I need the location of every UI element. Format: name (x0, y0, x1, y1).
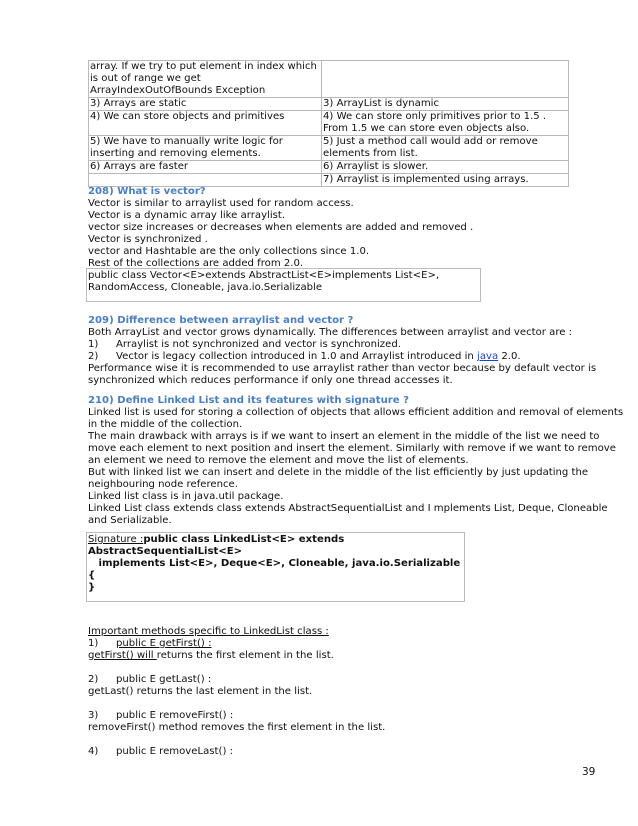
paragraph-line: Linked List class extends class extends AbstractSequentialList and I mplements List, Deque, Cloneable (88, 503, 608, 514)
signature-line (88, 534, 344, 546)
code-line: RandomAccess, Cloneable, java.io.Serializable (88, 282, 323, 293)
paragraph-line: The main drawback with arrays is if we want to insert an element in the middle of the list we need to (88, 431, 600, 442)
method-signature: public E getFirst() : (116, 638, 212, 649)
signature-line: AbstractSequentialList<E> (88, 546, 243, 557)
table-row (89, 174, 569, 187)
code-line: public class Vector<E>extends AbstractList<E>implements List<E>, (88, 270, 440, 281)
table-cell: 5) We have to manually write logic for inserting and removing elements. (89, 136, 322, 161)
list-text-end: 2.0. (498, 351, 521, 362)
method-desc-text: returns the first element in the list. (156, 650, 334, 661)
paragraph-line: Both ArrayList and vector grows dynamically. The differences between arraylist and vector are : (88, 327, 573, 338)
list-text: Vector is legacy collection introduced in 1.0 and Arraylist introduced in (116, 351, 478, 362)
method-number: 4) (88, 746, 99, 757)
comparison-table (88, 60, 569, 187)
paragraph-line: Vector is similar to arraylist used for random access. (88, 198, 354, 209)
table-cell (322, 61, 569, 98)
signature-label: Signature : (88, 534, 144, 545)
method-number: 2) (88, 674, 99, 685)
table-cell: array. If we try to put element in index which is out of range we get ArrayIndexOutOfBounds Exception (89, 61, 322, 98)
open-brace: { (88, 570, 96, 581)
table-cell: 3) ArrayList is dynamic (322, 98, 569, 111)
list-text: Arraylist is not synchronized and vector is synchronized. (116, 339, 401, 350)
table-cell: 5) Just a method call would add or remove elements from list. (322, 136, 569, 161)
table-row (89, 111, 569, 136)
paragraph-line: an element we need to remove the element and move the list of elements. (88, 455, 469, 466)
paragraph-line: Linked list is used for storing a collection of objects that allows efficient addition and removal of elements (88, 407, 624, 418)
table-cell: 6) Arrays are faster (89, 161, 322, 174)
paragraph-line: Vector is synchronized . (88, 234, 208, 245)
table-cell: 7) Arraylist is implemented using arrays. (322, 174, 569, 187)
method-description: getLast() returns the last element in the list. (88, 686, 313, 697)
close-brace: } (88, 582, 96, 593)
table-row (89, 61, 569, 98)
table-row (89, 136, 569, 161)
section-heading-208: 208) What is vector? (88, 186, 206, 197)
page-number: 39 (582, 766, 596, 778)
method-number: 3) (88, 710, 99, 721)
table-cell: 3) Arrays are static (89, 98, 322, 111)
list-number: 1) (88, 339, 99, 350)
paragraph-line: neighbouring node reference. (88, 479, 238, 490)
method-signature: public E removeLast() : (116, 746, 234, 757)
method-item (88, 674, 211, 686)
paragraph-line: But with linked list we can insert and delete in the middle of the list efficiently by just updating the (88, 467, 589, 478)
paragraph-line: Performance wise it is recommended to use arraylist rather than vector because by default vector is (88, 363, 597, 374)
method-item (88, 746, 233, 758)
paragraph-line: Vector is a dynamic array like arraylist. (88, 210, 286, 221)
method-description: removeFirst() method removes the first element in the list. (88, 722, 386, 733)
table-cell (89, 174, 322, 187)
list-item (88, 351, 521, 363)
table-row (89, 161, 569, 174)
paragraph-line: vector and Hashtable are the only collections since 1.0. (88, 246, 370, 257)
section-heading-210: 210) Define Linked List and its features with signature ? (88, 395, 409, 406)
signature-text: public class LinkedList<E> extends (143, 534, 345, 545)
java-link[interactable]: java (477, 351, 499, 362)
list-number: 2) (88, 351, 99, 362)
paragraph-line: in the middle of the collection. (88, 419, 243, 430)
paragraph-line: synchronized which reduces performance if only one thread accesses it. (88, 375, 453, 386)
methods-title: Important methods specific to LinkedList class : (88, 626, 329, 637)
method-desc-underlined: getFirst() will (88, 650, 157, 661)
table-cell: 4) We can store objects and primitives (89, 111, 322, 136)
method-description (88, 650, 334, 662)
paragraph-line: Rest of the collections are added from 2.0. (88, 258, 304, 269)
method-number: 1) (88, 638, 99, 649)
list-item (88, 339, 401, 351)
paragraph-line: move each element to next position and insert the element. Similarly with remove if we want to remove (88, 443, 616, 454)
table-cell: 4) We can store only primitives prior to 1.5 . From 1.5 we can store even objects also. (322, 111, 569, 136)
table-row (89, 98, 569, 111)
method-signature: public E getLast() : (116, 674, 212, 685)
table-cell: 6) Arraylist is slower. (322, 161, 569, 174)
method-signature: public E removeFirst() : (116, 710, 234, 721)
section-heading-209: 209) Difference between arraylist and vector ? (88, 315, 354, 326)
method-item (88, 710, 233, 722)
signature-line: implements List<E>, Deque<E>, Cloneable, java.io.Serializable (88, 558, 461, 569)
paragraph-line: and Serializable. (88, 515, 172, 526)
paragraph-line: Linked list class is in java.util package. (88, 491, 284, 502)
paragraph-line: vector size increases or decreases when elements are added and removed . (88, 222, 474, 233)
method-item (88, 638, 211, 650)
